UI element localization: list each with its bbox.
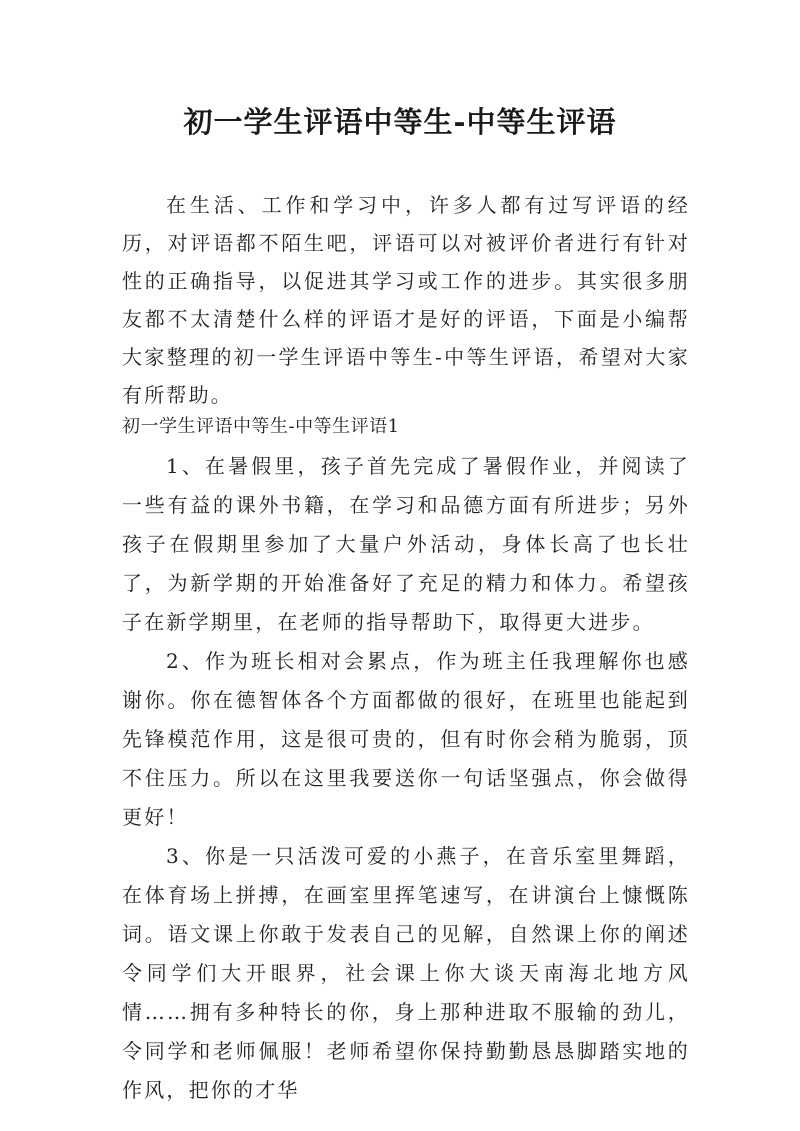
comments-body bbox=[122, 447, 690, 1110]
document-title: 初一学生评语中等生-中等生评语 bbox=[183, 105, 617, 139]
comment-paragraph-3: 3、你是一只活泼可爱的小燕子，在音乐室里舞蹈，在体育场上拼搏，在画室里挥笔速写，在讲演台上慷慨陈词。语文课上你敢于发表自己的见解，自然课上你的阐述令同学们大开眼界，社会课上你大谈天南海北地方风情……拥有多种特长的你，身上那种进取不服输的劲儿，令同学和老师佩服！老师希望你保持勤勤恳恳脚踏实地的作风，把你的才华 bbox=[122, 844, 690, 1102]
intro-paragraph: 在生活、工作和学习中，许多人都有过写评语的经历，对评语都不陌生吧，评语可以对被评价者进行有针对性的正确指导，以促进其学习或工作的进步。其实很多朋友都不太清楚什么样的评语才是好的评语，下面是小编帮大家整理的初一学生评语中等生-中等生评语，希望对大家有所帮助。 bbox=[122, 193, 690, 407]
comment-paragraph-2: 2、作为班长相对会累点，作为班主任我理解你也感谢你。你在德智体各个方面都做的很好，在班里也能起到先锋模范作用，这是很可贵的，但有时你会稍为脆弱，顶不住压力。所以在这里我要送你一句话坚强点，你会做得更好！ bbox=[122, 649, 690, 829]
comment-paragraph-1: 1、在暑假里，孩子首先完成了暑假作业，并阅读了一些有益的课外书籍，在学习和品德方面有所进步；另外孩子在假期里参加了大量户外活动，身体长高了也长壮了，为新学期的开始准备好了充足的精力和体力。希望孩子在新学期里，在老师的指导帮助下，取得更大进步。 bbox=[122, 454, 690, 634]
section-heading: 初一学生评语中等生-中等生评语1 bbox=[122, 416, 400, 437]
